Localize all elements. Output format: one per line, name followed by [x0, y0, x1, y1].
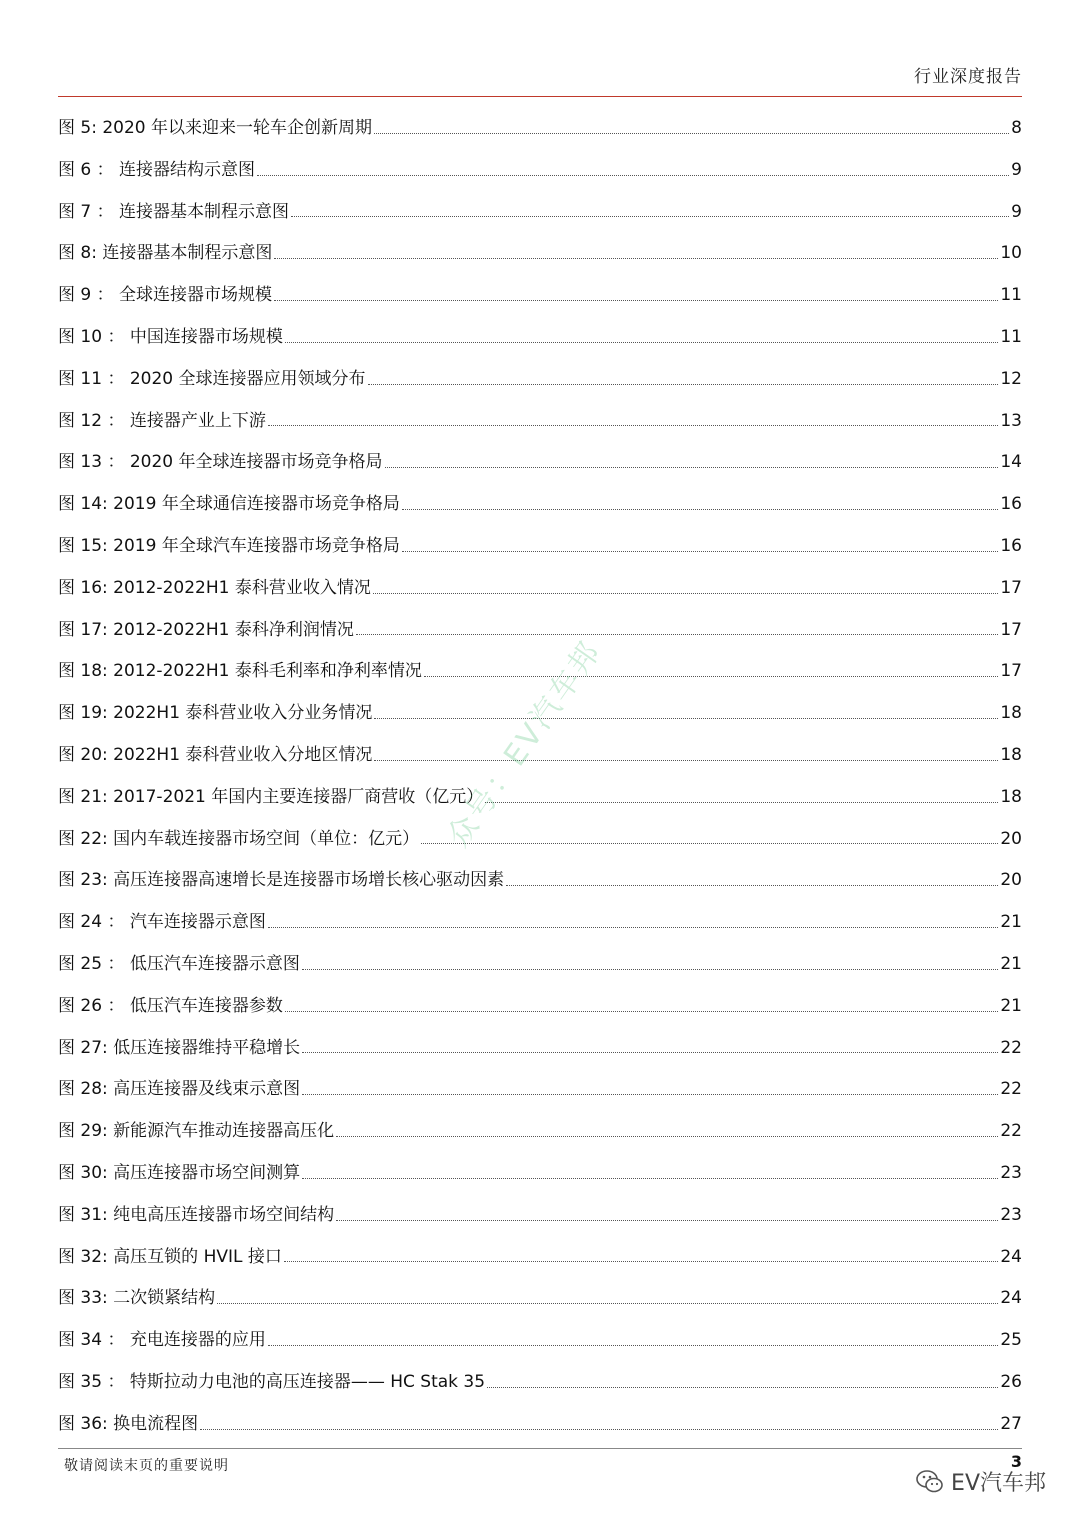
toc-entry-page: 12: [1000, 368, 1022, 389]
toc-entry[interactable]: [58, 568, 1022, 610]
toc-entry[interactable]: [58, 359, 1022, 401]
toc-entry-page: 11: [1000, 326, 1022, 347]
toc-entry-page: 8: [1011, 118, 1022, 138]
toc-entry-label: 图 5: 2020 年以来迎来一轮车企创新周期: [58, 118, 373, 138]
toc-entry-page: 24: [1000, 1246, 1022, 1267]
toc-entry-page: 21: [1000, 953, 1022, 974]
toc-entry-page: 17: [1000, 577, 1022, 598]
page-number: 3: [1010, 1452, 1022, 1471]
toc-dot-leader: [402, 508, 999, 510]
toc-entry[interactable]: [58, 819, 1022, 861]
toc-entry-page: 22: [1000, 1037, 1022, 1058]
toc-entry-label: 图 12 ： 连接器产业上下游: [58, 410, 266, 431]
toc-dot-leader: [268, 1344, 999, 1346]
toc-entry-page: 22: [1000, 1079, 1022, 1100]
toc-entry[interactable]: [58, 1237, 1022, 1279]
toc-entry-label: 图 8: 连接器基本制程示意图: [58, 243, 273, 264]
toc-entry-page: 11: [1000, 285, 1022, 306]
toc-dot-leader: [274, 257, 998, 259]
toc-entry-label: 图 17: 2012-2022H1 泰科净利润情况: [58, 619, 354, 640]
toc-dot-leader: [268, 424, 999, 426]
toc-entry-page: 21: [1000, 995, 1022, 1016]
toc-entry[interactable]: [58, 777, 1022, 819]
toc-entry-label: 图 31: 纯电高压连接器市场空间结构: [58, 1204, 335, 1225]
toc-entry[interactable]: [58, 317, 1022, 359]
toc-dot-leader: [373, 592, 999, 594]
toc-dot-leader: [268, 926, 999, 928]
toc-entry-label: 图 16: 2012-2022H1 泰科营业收入情况: [58, 577, 371, 598]
brand-name: EV汽车邦: [951, 1471, 1046, 1496]
toc-entry-label: 图 25 ： 低压汽车连接器示意图: [58, 953, 300, 974]
toc-dot-leader: [291, 215, 1009, 217]
toc-entry-label: 图 27: 低压连接器维持平稳增长: [58, 1037, 301, 1058]
toc-entry[interactable]: [58, 1362, 1022, 1404]
toc-dot-leader: [487, 1386, 998, 1388]
toc-dot-leader: [506, 884, 998, 886]
toc-dot-leader: [385, 466, 999, 468]
toc-entry[interactable]: [58, 275, 1022, 317]
toc-entry-page: 9: [1011, 201, 1022, 222]
toc-entry-page: 22: [1000, 1121, 1022, 1142]
toc-entry-label: 图 6 ： 连接器结构示意图: [58, 159, 256, 180]
footer-disclaimer-note: 敬请阅读末页的重要说明: [64, 1458, 229, 1474]
toc-dot-leader: [356, 633, 999, 635]
toc-entry-label: 图 18: 2012-2022H1 泰科毛利率和净利率情况: [58, 661, 422, 682]
toc-dot-leader: [368, 383, 999, 385]
toc-dot-leader: [424, 675, 999, 677]
toc-entry-page: 14: [1000, 452, 1022, 473]
toc-entry-page: 9: [1011, 159, 1022, 180]
toc-dot-leader: [421, 842, 998, 844]
toc-dot-leader: [284, 1260, 998, 1262]
toc-dot-leader: [274, 299, 998, 301]
toc-entry-label: 图 10 ： 中国连接器市场规模: [58, 326, 283, 347]
toc-entry[interactable]: [58, 108, 1022, 150]
toc-entry[interactable]: [58, 233, 1022, 275]
toc-entry-label: 图 22: 国内车载连接器市场空间（单位：亿元）: [58, 828, 420, 849]
toc-entry[interactable]: [58, 610, 1022, 652]
toc-entry-label: 图 13 ： 2020 年全球连接器市场竞争格局: [58, 452, 383, 473]
toc-entry[interactable]: [58, 1111, 1022, 1153]
toc-entry-page: 16: [1000, 494, 1022, 515]
toc-dot-leader: [257, 174, 1009, 176]
toc-entry[interactable]: [58, 1195, 1022, 1237]
toc-entry-label: 图 26 ： 低压汽车连接器参数: [58, 995, 283, 1016]
toc-entry[interactable]: [58, 902, 1022, 944]
toc-entry-page: 20: [1000, 870, 1022, 891]
toc-entry[interactable]: [58, 1404, 1022, 1446]
brand-badge: [915, 1466, 1046, 1497]
toc-dot-leader: [285, 341, 999, 343]
toc-dot-leader: [302, 1177, 998, 1179]
toc-entry-label: 图 32: 高压互锁的 HVIL 接口: [58, 1246, 282, 1267]
toc-entry-page: 24: [1000, 1288, 1022, 1309]
toc-entry-page: 26: [1000, 1371, 1022, 1392]
watermark-text: 众号：EV汽车邦: [440, 634, 609, 854]
toc-entry-page: 17: [1000, 619, 1022, 640]
toc-entry[interactable]: [58, 1153, 1022, 1195]
toc-dot-leader: [336, 1219, 998, 1221]
toc-entry-page: 13: [1000, 410, 1022, 431]
footer-divider: [58, 1448, 1022, 1449]
toc-entry[interactable]: [58, 150, 1022, 192]
toc-dot-leader: [285, 1010, 999, 1012]
report-category-title: 行业深度报告: [914, 67, 1022, 87]
toc-entry[interactable]: [58, 860, 1022, 902]
toc-entry-label: 图 30: 高压连接器市场空间测算: [58, 1162, 301, 1183]
toc-entry[interactable]: [58, 192, 1022, 234]
toc-entry-label: 图 7 ： 连接器基本制程示意图: [58, 201, 290, 222]
wechat-icon: [915, 1467, 945, 1497]
toc-entry-page: 18: [1000, 786, 1022, 807]
toc-entry[interactable]: [58, 401, 1022, 443]
toc-entry-label: 图 29: 新能源汽车推动连接器高压化: [58, 1121, 335, 1142]
header-divider: [58, 96, 1022, 97]
toc-entry[interactable]: [58, 526, 1022, 568]
toc-entry-label: 图 11 ： 2020 全球连接器应用领域分布: [58, 368, 366, 389]
figure-toc-list: [58, 108, 1022, 1446]
toc-entry[interactable]: [58, 1028, 1022, 1070]
toc-entry-page: 10: [1000, 243, 1022, 264]
toc-entry-label: 图 33: 二次锁紧结构: [58, 1288, 216, 1309]
toc-dot-leader: [302, 1093, 998, 1095]
toc-dot-leader: [200, 1428, 998, 1430]
toc-entry-label: 图 14: 2019 年全球通信连接器市场竞争格局: [58, 494, 400, 515]
toc-entry-page: 23: [1000, 1162, 1022, 1183]
toc-entry[interactable]: [58, 1278, 1022, 1320]
toc-dot-leader: [217, 1302, 998, 1304]
toc-entry-label: 图 35 ： 特斯拉动力电池的高压连接器—— HC Stak 35: [58, 1371, 486, 1392]
toc-dot-leader: [302, 1051, 998, 1053]
toc-entry-page: 18: [1000, 744, 1022, 765]
toc-entry-page: 20: [1000, 828, 1022, 849]
toc-entry[interactable]: [58, 944, 1022, 986]
toc-dot-leader: [336, 1135, 998, 1137]
toc-entry-page: 17: [1000, 661, 1022, 682]
toc-dot-leader: [302, 968, 999, 970]
toc-entry-page: 21: [1000, 912, 1022, 933]
toc-entry-label: 图 20: 2022H1 泰科营业收入分地区情况: [58, 744, 373, 765]
toc-entry-page: 18: [1000, 703, 1022, 724]
toc-dot-leader: [374, 132, 1009, 134]
toc-entry-label: 图 9 ： 全球连接器市场规模: [58, 285, 273, 306]
toc-entry-label: 图 24 ： 汽车连接器示意图: [58, 912, 266, 933]
toc-dot-leader: [374, 759, 998, 761]
toc-entry[interactable]: [58, 986, 1022, 1028]
toc-entry-page: 27: [1000, 1413, 1022, 1434]
toc-entry-label: 图 21: 2017-2021 年国内主要连接器厂商营收（亿元）: [58, 786, 484, 807]
toc-entry[interactable]: [58, 1320, 1022, 1362]
toc-dot-leader: [374, 717, 998, 719]
toc-entry-page: 23: [1000, 1204, 1022, 1225]
toc-dot-leader: [402, 550, 999, 552]
toc-entry-label: 图 15: 2019 年全球汽车连接器市场竞争格局: [58, 535, 400, 556]
toc-entry-label: 图 34 ： 充电连接器的应用: [58, 1330, 266, 1351]
toc-entry-page: 25: [1000, 1330, 1022, 1351]
toc-entry[interactable]: [58, 1069, 1022, 1111]
toc-entry[interactable]: [58, 442, 1022, 484]
toc-entry-label: 图 19: 2022H1 泰科营业收入分业务情况: [58, 703, 373, 724]
toc-entry-label: 图 36: 换电流程图: [58, 1413, 199, 1434]
toc-entry-label: 图 28: 高压连接器及线束示意图: [58, 1079, 301, 1100]
toc-entry[interactable]: [58, 484, 1022, 526]
toc-entry-page: 16: [1000, 535, 1022, 556]
toc-entry-label: 图 23: 高压连接器高速增长是连接器市场增长核心驱动因素: [58, 870, 505, 891]
toc-dot-leader: [485, 801, 998, 803]
